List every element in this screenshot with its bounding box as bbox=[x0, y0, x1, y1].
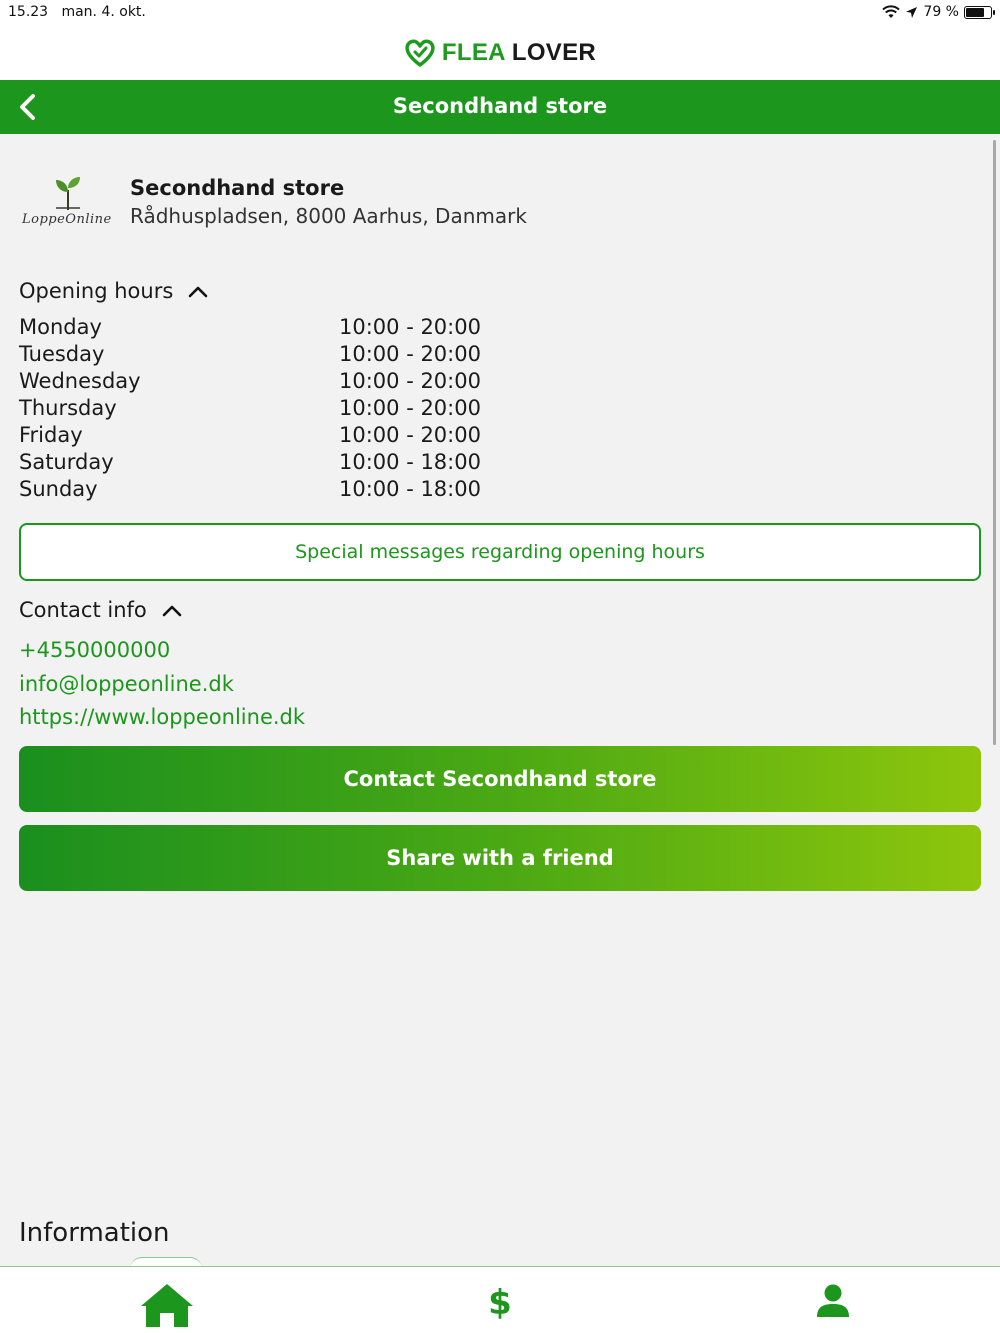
status-time: 15.23 man. 4. okt. bbox=[8, 4, 146, 20]
wifi-icon bbox=[882, 5, 900, 19]
weekday-label: Sunday bbox=[19, 477, 98, 501]
weekday-label: Monday bbox=[19, 315, 102, 339]
opening-hours-row bbox=[19, 477, 619, 504]
dollar-icon[interactable] bbox=[487, 1283, 513, 1321]
opening-hours-row bbox=[19, 423, 619, 450]
status-bar bbox=[0, 0, 1000, 26]
opening-hours-list bbox=[19, 315, 619, 504]
tab-bar bbox=[0, 1266, 1000, 1333]
store-logo bbox=[20, 172, 116, 232]
weekday-label: Thursday bbox=[19, 396, 117, 420]
information-heading: Information bbox=[19, 1218, 170, 1248]
hours-value: 10:00 - 20:00 bbox=[339, 396, 481, 420]
contact-info-toggle[interactable] bbox=[19, 598, 183, 622]
phone-link[interactable]: +4550000000 bbox=[19, 638, 171, 662]
user-icon[interactable] bbox=[815, 1283, 851, 1319]
hours-value: 10:00 - 20:00 bbox=[339, 423, 481, 447]
contact-store-button[interactable]: Contact Secondhand store bbox=[19, 746, 981, 812]
app-logo-text: FLEA LOVER bbox=[441, 39, 597, 66]
share-button[interactable]: Share with a friend bbox=[19, 825, 981, 891]
battery-icon bbox=[964, 6, 992, 19]
store-address: Rådhuspladsen, 8000 Aarhus, Danmark bbox=[130, 204, 527, 228]
hours-value: 10:00 - 20:00 bbox=[339, 342, 481, 366]
opening-hours-row bbox=[19, 342, 619, 369]
hours-value: 10:00 - 20:00 bbox=[339, 315, 481, 339]
store-header bbox=[20, 172, 980, 242]
hours-value: 10:00 - 18:00 bbox=[339, 450, 481, 474]
scrollbar[interactable] bbox=[993, 140, 996, 745]
heart-logo-icon bbox=[404, 38, 436, 68]
nav-bar bbox=[0, 80, 1000, 134]
location-arrow-icon bbox=[905, 6, 918, 19]
battery-percentage: 79 % bbox=[923, 4, 959, 20]
opening-hours-row bbox=[19, 369, 619, 396]
opening-hours-row bbox=[19, 450, 619, 477]
svg-text:$: $ bbox=[488, 1283, 512, 1321]
weekday-label: Friday bbox=[19, 423, 83, 447]
contact-info-heading: Contact info bbox=[19, 598, 147, 622]
app-header bbox=[0, 26, 1000, 80]
hours-value: 10:00 - 20:00 bbox=[339, 369, 481, 393]
store-logo-text: LoppeOnline bbox=[22, 212, 112, 227]
chevron-up-icon bbox=[187, 284, 209, 298]
chevron-up-icon bbox=[161, 603, 183, 617]
hours-value: 10:00 - 18:00 bbox=[339, 477, 481, 501]
weekday-label: Tuesday bbox=[19, 342, 105, 366]
weekday-label: Saturday bbox=[19, 450, 114, 474]
contact-links bbox=[19, 638, 305, 739]
special-messages-button[interactable]: Special messages regarding opening hours bbox=[19, 523, 981, 581]
opening-hours-toggle[interactable] bbox=[19, 279, 209, 303]
sprout-icon bbox=[50, 172, 86, 212]
opening-hours-row bbox=[19, 396, 619, 423]
email-link[interactable]: info@loppeonline.dk bbox=[19, 671, 234, 696]
website-link[interactable]: https://www.loppeonline.dk bbox=[19, 705, 306, 729]
store-name: Secondhand store bbox=[130, 176, 345, 200]
home-icon[interactable] bbox=[138, 1281, 196, 1329]
opening-hours-row bbox=[19, 315, 619, 342]
page-title: Secondhand store bbox=[392, 94, 608, 118]
opening-hours-heading: Opening hours bbox=[19, 279, 174, 303]
weekday-label: Wednesday bbox=[19, 369, 141, 393]
status-indicators bbox=[882, 4, 992, 20]
